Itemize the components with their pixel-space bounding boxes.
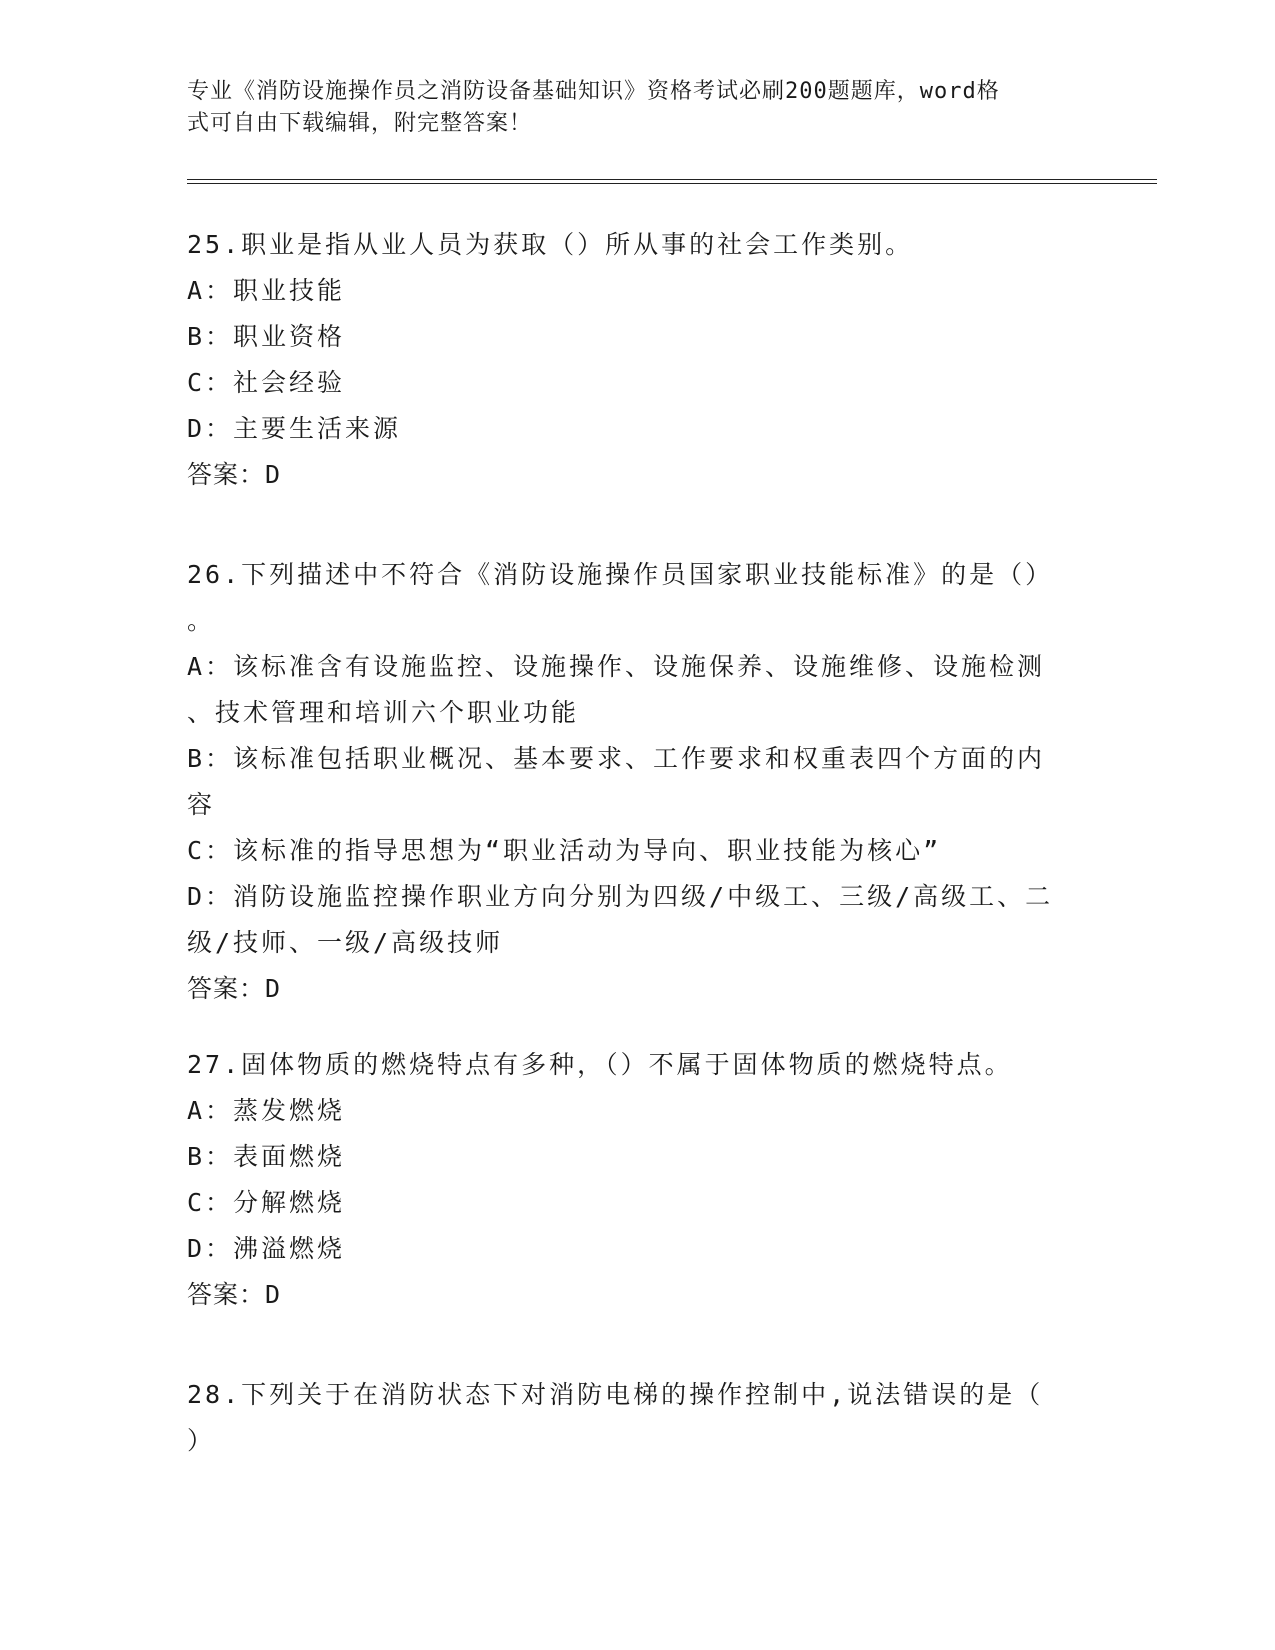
question-25 xyxy=(187,222,1077,498)
option-d: D：沸溢燃烧 xyxy=(187,1234,346,1263)
option-b: B：职业资格 xyxy=(187,322,346,351)
answer-label: 答案： xyxy=(187,974,266,1003)
header-line-2: 式可自由下载编辑，附完整答案！ xyxy=(187,111,533,136)
option-d: D：消防设施监控操作职业方向分别为四级/中级工、三级/高级工、二 xyxy=(187,882,1054,911)
question-stem-cont: 。 xyxy=(187,606,216,635)
answer xyxy=(187,966,1077,1012)
question-stem: 25.职业是指从业人员为获取（）所从事的社会工作类别。 xyxy=(187,230,914,259)
option-c: C：分解燃烧 xyxy=(187,1188,346,1217)
option-d-cont: 级/技师、一级/高级技师 xyxy=(187,928,504,957)
header-line-1: 专业《消防设施操作员之消防设备基础知识》资格考试必刷200题题库，word格 xyxy=(187,79,1000,104)
option-d: D：主要生活来源 xyxy=(187,414,402,443)
answer-value: D xyxy=(265,974,282,1003)
option-c: C：社会经验 xyxy=(187,368,346,397)
option-b-cont: 容 xyxy=(187,790,216,819)
answer-label: 答案： xyxy=(187,460,266,489)
question-28 xyxy=(187,1372,1077,1464)
option-b: B：表面燃烧 xyxy=(187,1142,346,1171)
question-26 xyxy=(187,552,1077,1012)
question-stem: 27.固体物质的燃烧特点有多种，（）不属于固体物质的燃烧特点。 xyxy=(187,1050,1013,1079)
question-stem-cont: ） xyxy=(187,1426,216,1455)
option-a-cont: 、技术管理和培训六个职业功能 xyxy=(187,698,580,727)
option-c: C：该标准的指导思想为“职业活动为导向、职业技能为核心” xyxy=(187,836,942,865)
question-stem: 28.下列关于在消防状态下对消防电梯的操作控制中,说法错误的是（ xyxy=(187,1380,1044,1409)
option-b: B：该标准包括职业概况、基本要求、工作要求和权重表四个方面的内 xyxy=(187,744,1046,773)
answer-label: 答案： xyxy=(187,1280,266,1309)
question-stem: 26.下列描述中不符合《消防设施操作员国家职业技能标准》的是（） xyxy=(187,560,1054,589)
answer xyxy=(187,452,1077,498)
answer xyxy=(187,1272,1077,1318)
header-divider xyxy=(187,179,1157,184)
question-27 xyxy=(187,1042,1077,1318)
option-a: A：职业技能 xyxy=(187,276,346,305)
option-a: A：蒸发燃烧 xyxy=(187,1096,346,1125)
answer-value: D xyxy=(265,460,282,489)
option-a: A：该标准含有设施监控、设施操作、设施保养、设施维修、设施检测 xyxy=(187,652,1046,681)
answer-value: D xyxy=(265,1280,282,1309)
document-header xyxy=(187,76,1067,140)
